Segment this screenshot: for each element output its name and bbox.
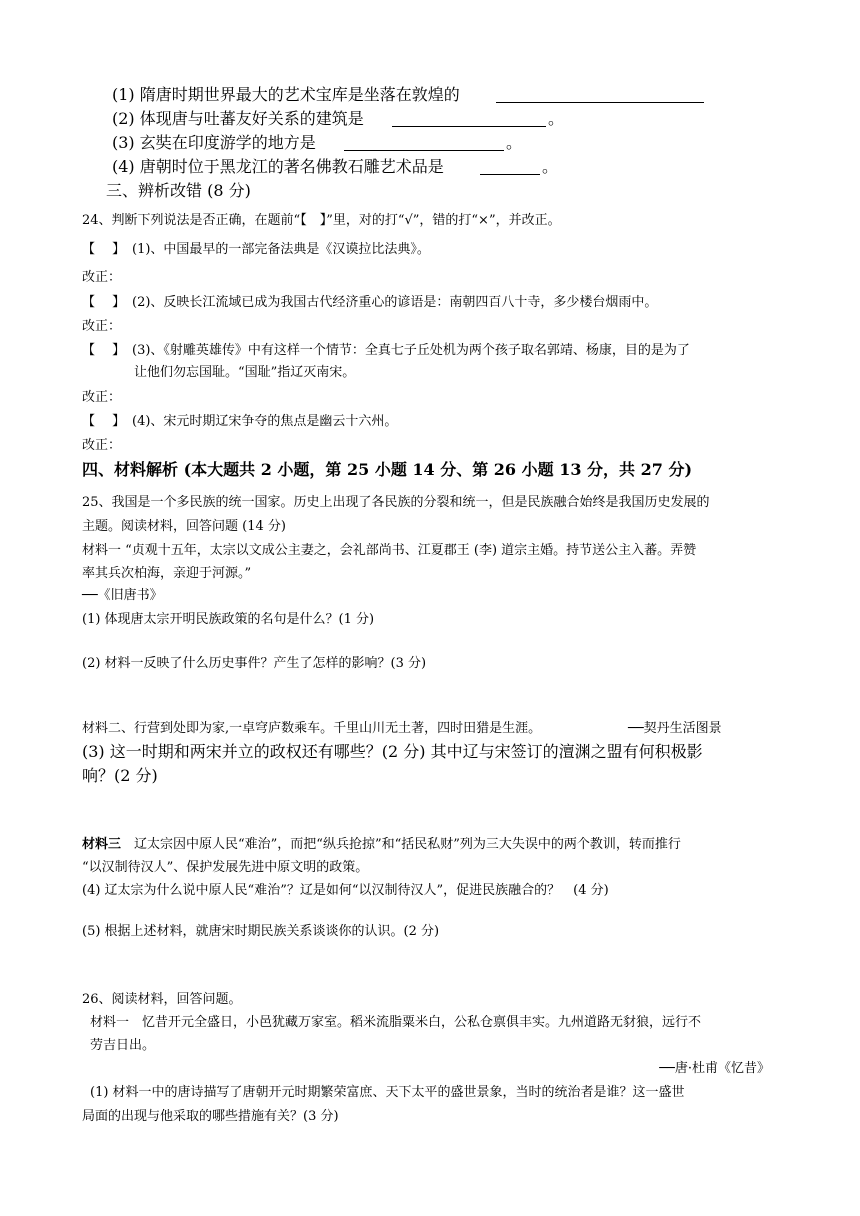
question-25-4: (4) 辽太宗为什么说中原人民“难治”？辽是如何“以汉制待汉人”，促进民族融合的？ (4 分) (82, 883, 609, 898)
blank-line-q4 (480, 174, 540, 175)
question-26: 26、阅读材料，回答问题。 (82, 992, 242, 1007)
fill-q3: (3) 玄奘在印度游学的地方是 (112, 133, 316, 152)
material-1-source: ──《旧唐书》 (82, 588, 163, 603)
question-24: 24、判断下列说法是否正确，在题前“【 】”里，对的打“√”，错的打“×”，并改正。 (82, 213, 561, 228)
section-4-title: 四、材料解析 (本大题共 2 小题，第 25 小题 14 分、第 26 小题 13 分，共 27 分) (82, 460, 693, 479)
fill-q4-period: 。 (542, 157, 559, 176)
correction-label-1: 改正： (82, 270, 122, 285)
material-26-line2: 劳吉日出。 (90, 1038, 156, 1053)
fill-q4: (4) 唐朝时位于黑龙江的著名佛教石雕艺术品是 (112, 157, 444, 176)
material-26-line1: 材料一 忆昔开元全盛日，小邑犹藏万家室。稻米流脂粟米白，公私仓禀俱丰实。九州道路无豺狼，远行不 (90, 1015, 702, 1030)
question-25-3-line1: (3) 这一时期和两宋并立的政权还有哪些？(2 分) 其中辽与宋签订的澶渊之盟有何积极影 (82, 742, 703, 761)
judge-item-3: (3)、《射雕英雄传》中有这样一个情节：全真七子丘处机为两个孩子取名郭靖、杨康，目的是为了 (132, 343, 690, 358)
question-25-1: (1) 体现唐太宗开明民族政策的名句是什么？(1 分) (82, 612, 375, 627)
question-26-1-line2: 局面的出现与他采取的哪些措施有关？(3 分) (82, 1109, 339, 1124)
judge-item-4: (4)、宋元时期辽宋争夺的焦点是幽云十六州。 (132, 414, 398, 429)
judge-item-3-cont: 让他们勿忘国耻。“国耻”指辽灭南宋。 (134, 365, 356, 380)
fill-q3-period: 。 (506, 133, 523, 152)
fill-q2: (2) 体现唐与吐蕃友好关系的建筑是 (112, 109, 364, 128)
correction-label-4: 改正： (82, 438, 122, 453)
material-3-line2: “以汉制待汉人”、保护发展先进中原文明的政策。 (82, 860, 369, 875)
judge-bracket-3: 【 】 (82, 343, 126, 358)
question-25-line2: 主题。阅读材料，回答问题 (14 分) (82, 519, 286, 534)
material-2-text: 材料二、行营到处即为家,一卓穹庐数乘车。千里山川无土著，四时田猎是生涯。 (82, 721, 542, 736)
judge-bracket-1: 【 】 (82, 242, 126, 257)
question-25-3-line2: 响？(2 分) (82, 766, 158, 785)
blank-line-q3 (344, 150, 504, 151)
question-25-line1: 25、我国是一个多民族的统一国家。历史上出现了各民族的分裂和统一，但是民族融合始终是我国历史发展的 (82, 495, 710, 510)
material-26-source: ──唐·杜甫《忆昔》 (659, 1061, 770, 1076)
fill-q2-period: 。 (548, 109, 565, 128)
judge-item-2: (2)、反映长江流域已成为我国古代经济重心的谚语是：南朝四百八十寺，多少楼台烟雨中。 (132, 295, 658, 310)
correction-label-2: 改正： (82, 319, 122, 334)
question-26-1-line1: (1) 材料一中的唐诗描写了唐朝开元时期繁荣富庶、天下太平的盛世景象，当时的统治者是谁？这一盛世 (90, 1085, 685, 1100)
judge-bracket-2: 【 】 (82, 295, 126, 310)
fill-q1: (1) 隋唐时期世界最大的艺术宝库是坐落在敦煌的 (112, 85, 460, 104)
material-2-source: ──契丹生活图景 (628, 721, 722, 736)
blank-line-q1 (496, 102, 704, 103)
blank-line-q2 (392, 126, 546, 127)
question-25-5: (5) 根据上述材料，就唐宋时期民族关系谈谈你的认识。(2 分) (82, 924, 440, 939)
correction-label-3: 改正： (82, 390, 122, 405)
material-3-line1: 辽太宗因中原人民“难治”，而把“纵兵抢掠”和“括民私财”列为三大失误中的两个教训，转而推行 (134, 837, 681, 852)
section-3-title: 三、辨析改错 (8 分) (106, 181, 251, 200)
judge-bracket-4: 【 】 (82, 414, 126, 429)
question-25-2: (2) 材料一反映了什么历史事件？产生了怎样的影响？(3 分) (82, 656, 427, 671)
material-1-line1: 材料一 “贞观十五年，太宗以文成公主妻之，会礼部尚书、江夏郡王 (李) 道宗主婚。持节送公主入蕃。弄赞 (82, 543, 697, 558)
material-3-label: 材料三 (82, 837, 122, 852)
material-1-line2: 率其兵次柏海，亲迎于河源。” (82, 566, 252, 581)
judge-item-1: (1)、中国最早的一部完备法典是《汉谟拉比法典》。 (132, 242, 430, 257)
